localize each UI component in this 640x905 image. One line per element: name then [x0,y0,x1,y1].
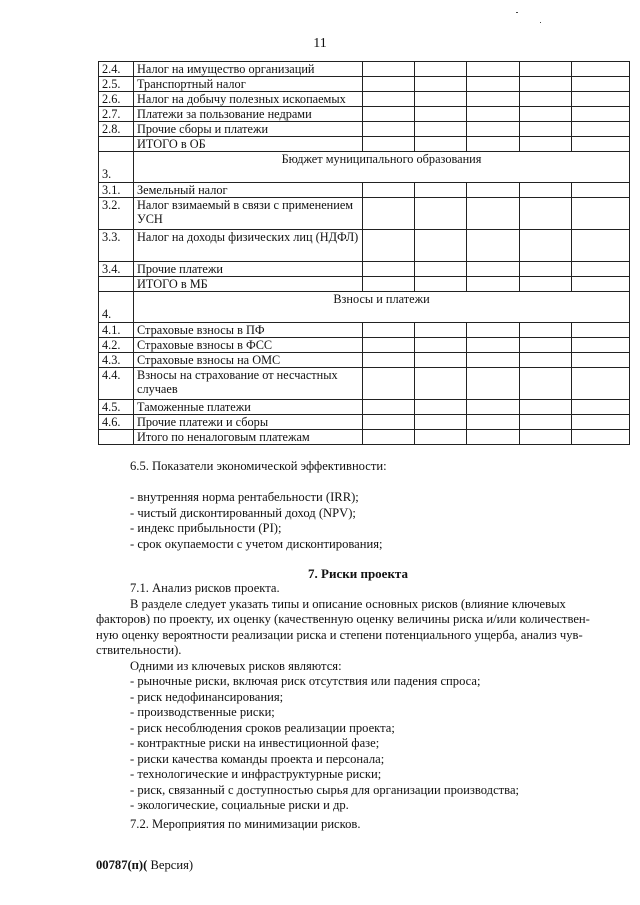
value-cell [415,107,467,122]
row-number [99,430,134,445]
list-item: - внутренняя норма рентабельности (IRR); [130,490,359,504]
row-number: 4.5. [99,400,134,415]
value-cell [572,198,630,230]
value-cell [572,277,630,292]
risks-paragraph-line-2: факторов) по проекту, их оценку (качественную оценку величины риска и/или количествен- [96,612,590,626]
value-cell [363,77,415,92]
page-number: 11 [313,36,327,51]
table-section-row [99,292,630,323]
row-number: 2.8. [99,122,134,137]
value-cell [363,262,415,277]
value-cell [467,400,520,415]
row-number: 2.6. [99,92,134,107]
row-number: 3.2. [99,198,134,230]
row-label: ИТОГО в МБ [134,277,363,292]
value-cell [363,230,415,262]
value-cell [415,368,467,400]
table-row [99,230,630,262]
value-cell [520,415,572,430]
value-cell [415,198,467,230]
section-7-2-title: 7.2. Мероприятия по минимизации рисков. [130,817,361,831]
table-row [99,415,630,430]
row-label: Прочие платежи и сборы [134,415,363,430]
row-number: 2.7. [99,107,134,122]
list-item: - риск, связанный с доступностью сырья для организации производства; [130,782,520,797]
value-cell [520,323,572,338]
value-cell [520,277,572,292]
value-cell [415,430,467,445]
value-cell [363,368,415,400]
row-number: 2.5. [99,77,134,92]
value-cell [415,92,467,107]
value-cell [520,77,572,92]
value-cell [415,122,467,137]
value-cell [363,107,415,122]
list-item: - риски качества команды проекта и персонала; [130,751,385,766]
table-row [99,262,630,277]
value-cell [363,323,415,338]
list-item: - индекс прибыльности (PI); [130,521,282,535]
row-label: Страховые взносы в ФСС [134,338,363,353]
table-row [99,77,630,92]
risks-paragraph-line-1: В разделе следует указать типы и описание основных рисков (влияние ключевых [130,597,566,611]
row-label: Страховые взносы на ОМС [134,353,363,368]
row-label: Прочие сборы и платежи [134,122,363,137]
value-cell [572,92,630,107]
list-item: - производственные риски; [130,705,275,719]
value-cell [520,183,572,198]
table-row [99,277,630,292]
table-row [99,62,630,77]
value-cell [363,430,415,445]
budget-table [98,61,630,445]
list-item: - рыночные риски, включая риск отсутствия или падения спроса; [130,674,481,688]
row-number: 3.4. [99,262,134,277]
value-cell [467,198,520,230]
value-cell [467,415,520,430]
risks-paragraph-line-3: ную оценку вероятности реализации риска и степени потенциального ущерба, анализ чув- [96,628,583,642]
table-row [99,122,630,137]
value-cell [520,338,572,353]
value-cell [415,353,467,368]
key-risks-intro: Одними из ключевых рисков являются: [130,659,342,673]
document-code: 00787(п)( [96,858,148,872]
value-cell [467,92,520,107]
section-7-heading: 7. Риски проекта [308,566,408,581]
row-label: Платежи за пользование недрами [134,107,363,122]
value-cell [363,92,415,107]
table-row [99,430,630,445]
value-cell [415,137,467,152]
section-title: Взносы и платежи [134,292,630,323]
row-number: 2.4. [99,62,134,77]
value-cell [467,338,520,353]
value-cell [415,230,467,262]
list-item: - риск несоблюдения сроков реализации проекта; [130,720,395,735]
row-number [99,137,134,152]
row-label: Налог на доходы физических лиц (НДФЛ) [134,230,363,262]
row-number: 4.3. [99,353,134,368]
value-cell [415,323,467,338]
row-label: Итого по неналоговым платежам [134,430,363,445]
value-cell [520,368,572,400]
section-7-1-title: 7.1. Анализ рисков проекта. [130,581,280,595]
row-number: 3.3. [99,230,134,262]
value-cell [363,338,415,353]
row-label: Налог на добычу полезных ископаемых [134,92,363,107]
value-cell [415,400,467,415]
row-label: Взносы на страхование от несчастных случаев [134,368,363,400]
value-cell [520,198,572,230]
list-item: - контрактные риски на инвестиционной фазе; [130,736,380,750]
value-cell [572,183,630,198]
row-label: Транспортный налог [134,77,363,92]
row-label: Земельный налог [134,183,363,198]
value-cell [363,62,415,77]
scan-speck [540,22,541,23]
value-cell [572,323,630,338]
value-cell [467,137,520,152]
value-cell [415,62,467,77]
section-6-5-title: 6.5. Показатели экономической эффективности: [130,459,387,473]
table-row [99,183,630,198]
risks-paragraph-line-4: ствительности). [96,643,182,657]
value-cell [572,107,630,122]
value-cell [363,183,415,198]
value-cell [467,353,520,368]
row-number: 3. [99,152,134,183]
row-number: 4.2. [99,338,134,353]
row-number: 4. [99,292,134,323]
value-cell [467,277,520,292]
document-version: Версия) [147,858,194,872]
scan-speck [516,12,518,13]
value-cell [467,183,520,198]
table-section-row [99,152,630,183]
value-cell [415,77,467,92]
value-cell [415,183,467,198]
row-number: 4.1. [99,323,134,338]
list-item: - технологические и инфраструктурные риски; [130,767,382,781]
value-cell [572,353,630,368]
value-cell [520,107,572,122]
value-cell [520,230,572,262]
value-cell [415,415,467,430]
table-row [99,137,630,152]
value-cell [467,107,520,122]
value-cell [572,62,630,77]
value-cell [520,262,572,277]
value-cell [415,262,467,277]
value-cell [520,400,572,415]
value-cell [572,400,630,415]
value-cell [467,77,520,92]
table-row [99,338,630,353]
row-number: 4.4. [99,368,134,400]
row-label: Таможенные платежи [134,400,363,415]
value-cell [572,230,630,262]
value-cell [572,137,630,152]
value-cell [520,430,572,445]
value-cell [363,400,415,415]
value-cell [572,430,630,445]
value-cell [363,277,415,292]
value-cell [467,323,520,338]
row-number: 3.1. [99,183,134,198]
value-cell [363,353,415,368]
value-cell [572,338,630,353]
row-label: Страховые взносы в ПФ [134,323,363,338]
row-label: Прочие платежи [134,262,363,277]
list-item: - чистый дисконтированный доход (NPV); [130,505,356,520]
value-cell [572,368,630,400]
section-title: Бюджет муниципального образования [134,152,630,183]
value-cell [467,122,520,137]
value-cell [572,262,630,277]
value-cell [572,77,630,92]
value-cell [363,415,415,430]
value-cell [520,62,572,77]
value-cell [415,277,467,292]
key-risks-list [130,674,519,814]
list-item: - риск недофинансирования; [130,689,284,704]
value-cell [467,430,520,445]
value-cell [467,262,520,277]
table-row [99,107,630,122]
row-label: ИТОГО в ОБ [134,137,363,152]
value-cell [572,122,630,137]
table-row [99,92,630,107]
value-cell [363,198,415,230]
table-row [99,400,630,415]
list-item: - срок окупаемости с учетом дисконтирования; [130,536,383,551]
document-footer [96,858,193,873]
table-row [99,353,630,368]
row-label: Налог на имущество организаций [134,62,363,77]
value-cell [520,353,572,368]
table-row [99,198,630,230]
value-cell [415,338,467,353]
value-cell [363,122,415,137]
value-cell [363,137,415,152]
value-cell [467,230,520,262]
value-cell [520,92,572,107]
row-label: Налог взимаемый в связи с применением УСН [134,198,363,230]
value-cell [467,62,520,77]
row-number: 4.6. [99,415,134,430]
efficiency-indicators-list [130,490,383,552]
value-cell [572,415,630,430]
value-cell [467,368,520,400]
table-row [99,323,630,338]
table-row [99,368,630,400]
list-item: - экологические, социальные риски и др. [130,798,349,812]
value-cell [520,137,572,152]
row-number [99,277,134,292]
value-cell [520,122,572,137]
